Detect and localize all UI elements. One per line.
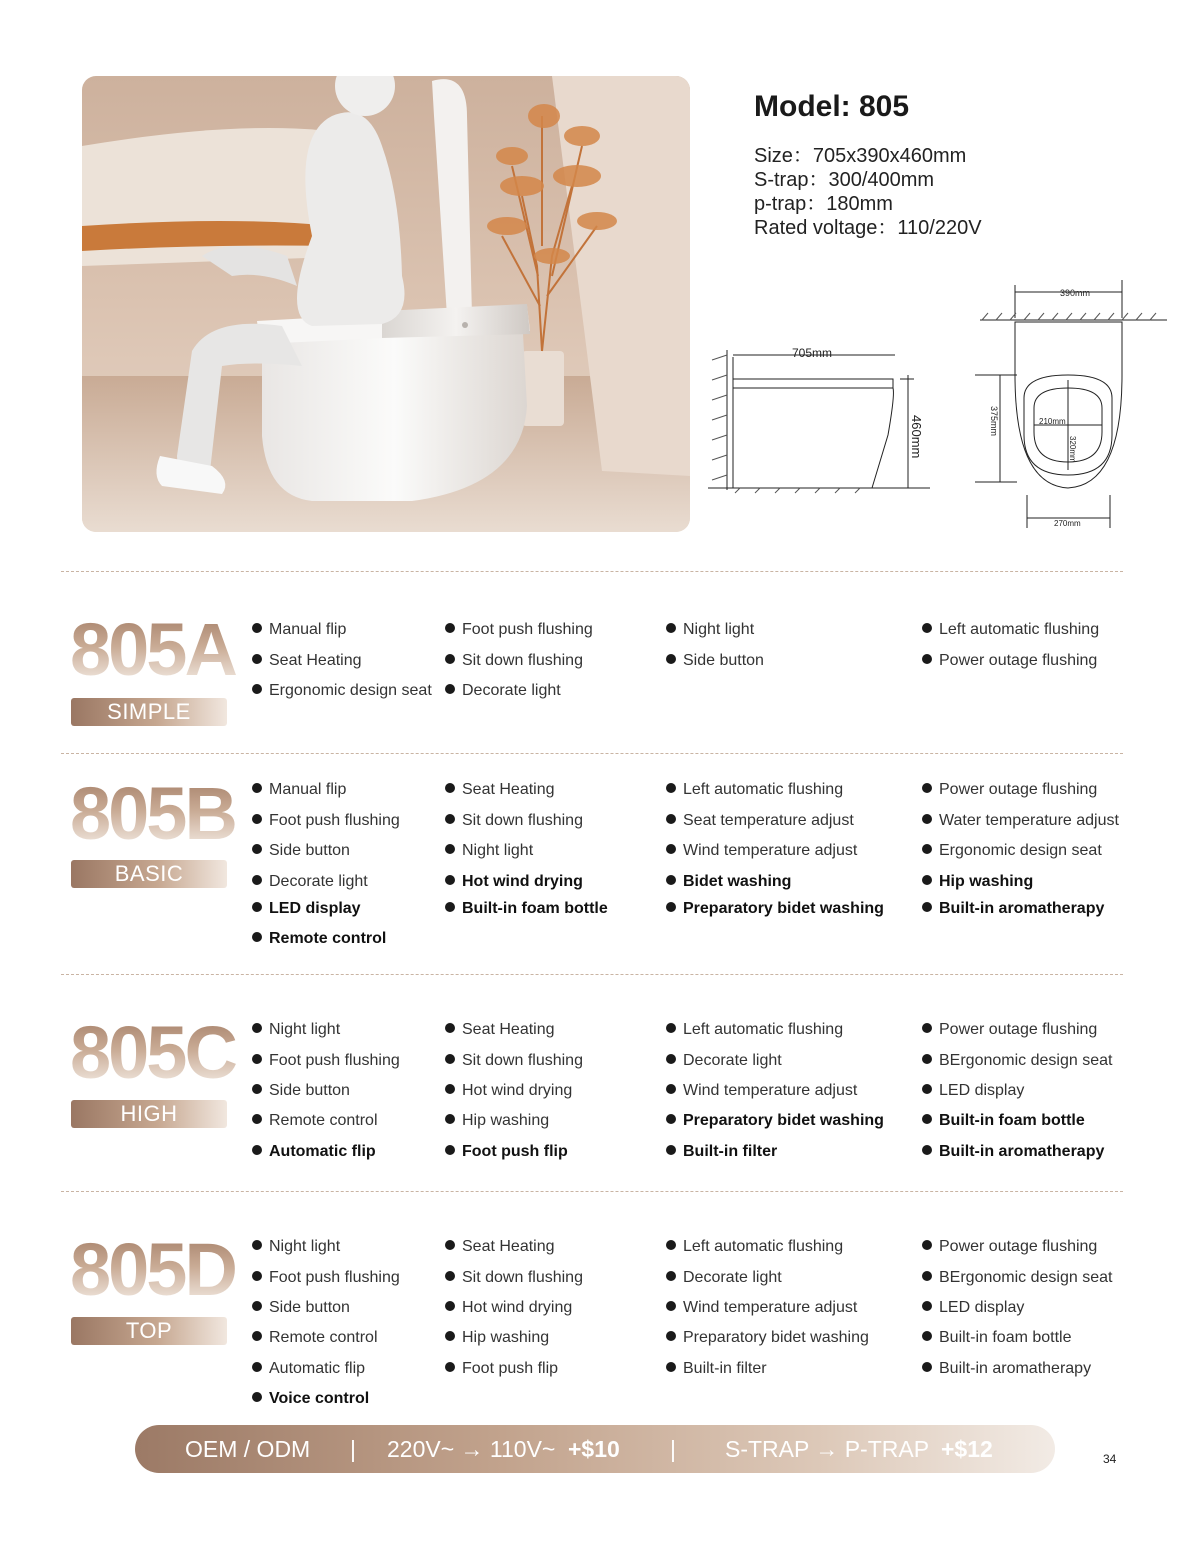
- bullet-icon: [666, 783, 676, 793]
- bullet-icon: [666, 1362, 676, 1372]
- bullet-icon: [666, 1331, 676, 1341]
- feature-item-highlight: Built-in foam bottle: [445, 900, 608, 918]
- feature-item: Side button: [666, 652, 764, 670]
- seat-width-label: 210mm: [1039, 417, 1066, 426]
- feature-item: Night light: [252, 1238, 340, 1256]
- feature-item: Foot push flushing: [445, 621, 593, 639]
- top-width-label: 390mm: [1060, 288, 1091, 298]
- bullet-icon: [252, 1084, 262, 1094]
- bullet-icon: [666, 1054, 676, 1064]
- feature-item-highlight: Remote control: [252, 930, 386, 948]
- bullet-icon: [922, 1301, 932, 1311]
- series-code-805c: 805C: [70, 1011, 235, 1094]
- bullet-icon: [445, 684, 455, 694]
- bullet-icon: [922, 1240, 932, 1250]
- feature-item: Side button: [252, 842, 350, 860]
- feature-item: Power outage flushing: [922, 1238, 1097, 1256]
- bullet-icon: [445, 1145, 455, 1155]
- bullet-icon: [922, 1023, 932, 1033]
- feature-item: Side button: [252, 1299, 350, 1317]
- feature-item-highlight: Automatic flip: [252, 1143, 376, 1161]
- feature-item: Sit down flushing: [445, 1269, 583, 1287]
- bullet-icon: [922, 1114, 932, 1124]
- bullet-icon: [252, 902, 262, 912]
- spec-size: Size：705x390x460mm: [754, 145, 967, 167]
- bullet-icon: [445, 654, 455, 664]
- separator: [61, 571, 1123, 572]
- feature-item: Night light: [666, 621, 754, 639]
- bullet-icon: [922, 783, 932, 793]
- bullet-icon: [666, 1023, 676, 1033]
- feature-item-highlight: Foot push flip: [445, 1143, 568, 1161]
- feature-item: Water temperature adjust: [922, 812, 1119, 830]
- feature-item: Sit down flushing: [445, 812, 583, 830]
- bullet-icon: [666, 875, 676, 885]
- voltage-option: 220V~ → 110V~: [387, 1436, 556, 1462]
- bullet-icon: [922, 1362, 932, 1372]
- bullet-icon: [252, 684, 262, 694]
- feature-item: Hot wind drying: [445, 1299, 572, 1317]
- bullet-icon: [666, 1301, 676, 1311]
- bullet-icon: [252, 1054, 262, 1064]
- feature-item: Preparatory bidet washing: [666, 1329, 869, 1347]
- bullet-icon: [252, 875, 262, 885]
- bullet-icon: [445, 783, 455, 793]
- feature-item: Night light: [445, 842, 533, 860]
- feature-item: Manual flip: [252, 621, 346, 639]
- bullet-icon: [445, 844, 455, 854]
- tier-badge-top: TOP: [71, 1317, 227, 1345]
- feature-item-highlight: Built-in aromatherapy: [922, 900, 1104, 918]
- bullet-icon: [252, 814, 262, 824]
- bullet-icon: [666, 1084, 676, 1094]
- feature-item: Side button: [252, 1082, 350, 1100]
- series-code-805a: 805A: [70, 608, 235, 691]
- feature-item: Seat Heating: [445, 1021, 555, 1039]
- top-view-drawing: [972, 280, 1172, 532]
- feature-item: Hot wind drying: [445, 1082, 572, 1100]
- seat-length-label: 320mm: [1068, 436, 1077, 463]
- bullet-icon: [922, 1145, 932, 1155]
- bullet-icon: [445, 1271, 455, 1281]
- bullet-icon: [252, 1023, 262, 1033]
- feature-item: Wind temperature adjust: [666, 842, 857, 860]
- feature-item: Remote control: [252, 1329, 378, 1347]
- feature-item-highlight: Hot wind drying: [445, 873, 583, 891]
- feature-item: Night light: [252, 1021, 340, 1039]
- feature-item: Left automatic flushing: [666, 1021, 843, 1039]
- bullet-icon: [252, 1331, 262, 1341]
- bullet-icon: [666, 1114, 676, 1124]
- bullet-icon: [445, 902, 455, 912]
- feature-item: Foot push flushing: [252, 1269, 400, 1287]
- feature-item: Power outage flushing: [922, 1021, 1097, 1039]
- spec-s-trap: S-trap：300/400mm: [754, 169, 935, 191]
- feature-item: Decorate light: [666, 1269, 782, 1287]
- feature-item: Built-in aromatherapy: [922, 1360, 1091, 1378]
- bullet-icon: [445, 1301, 455, 1311]
- side-length-label: 705mm: [792, 346, 833, 360]
- tier-badge-simple: SIMPLE: [71, 698, 227, 726]
- base-width-label: 270mm: [1054, 519, 1081, 528]
- tier-badge-basic: BASIC: [71, 860, 227, 888]
- bullet-icon: [922, 844, 932, 854]
- feature-item: Foot push flushing: [252, 1052, 400, 1070]
- bullet-icon: [666, 1271, 676, 1281]
- bullet-icon: [252, 1362, 262, 1372]
- feature-item: BErgonomic design seat: [922, 1052, 1112, 1070]
- model-title: Model: 805: [754, 90, 910, 123]
- feature-item: Hip washing: [445, 1329, 549, 1347]
- bullet-icon: [252, 1301, 262, 1311]
- bullet-icon: [666, 623, 676, 633]
- feature-item: Left automatic flushing: [922, 621, 1099, 639]
- feature-item-highlight: Hip washing: [922, 873, 1033, 891]
- separator: [61, 974, 1123, 975]
- feature-item: Built-in filter: [666, 1360, 767, 1378]
- bullet-icon: [445, 1114, 455, 1124]
- bullet-icon: [445, 1240, 455, 1250]
- feature-item: Built-in foam bottle: [922, 1329, 1072, 1347]
- bullet-icon: [922, 875, 932, 885]
- feature-item: Automatic flip: [252, 1360, 365, 1378]
- bullet-icon: [252, 1240, 262, 1250]
- trap-option: S-TRAP → P-TRAP: [725, 1436, 930, 1462]
- banner-divider: |: [670, 1436, 676, 1462]
- bullet-icon: [922, 1084, 932, 1094]
- separator: [61, 753, 1123, 754]
- feature-item-highlight: Bidet washing: [666, 873, 791, 891]
- feature-item: Seat temperature adjust: [666, 812, 854, 830]
- bullet-icon: [445, 1331, 455, 1341]
- options-banner: [135, 1425, 1055, 1473]
- feature-item: Left automatic flushing: [666, 1238, 843, 1256]
- bullet-icon: [445, 623, 455, 633]
- bullet-icon: [252, 1271, 262, 1281]
- feature-item: Seat Heating: [252, 652, 362, 670]
- feature-item: Sit down flushing: [445, 1052, 583, 1070]
- trap-price: +$12: [941, 1436, 993, 1462]
- bullet-icon: [666, 654, 676, 664]
- product-photo: [82, 76, 690, 532]
- spec-list: [754, 144, 982, 240]
- feature-item-highlight: Built-in foam bottle: [922, 1112, 1085, 1130]
- bullet-icon: [666, 844, 676, 854]
- bullet-icon: [252, 1114, 262, 1124]
- spec-p-trap: p-trap：180mm: [754, 193, 893, 215]
- bullet-icon: [252, 1145, 262, 1155]
- bullet-icon: [666, 814, 676, 824]
- feature-item: Foot push flushing: [252, 812, 400, 830]
- side-height-label: 460mm: [909, 415, 924, 459]
- bullet-icon: [922, 814, 932, 824]
- feature-item: Ergonomic design seat: [252, 682, 432, 700]
- feature-item-highlight: Voice control: [252, 1390, 369, 1408]
- bullet-icon: [252, 844, 262, 854]
- feature-item: Hip washing: [445, 1112, 549, 1130]
- series-code-805d: 805D: [70, 1228, 235, 1311]
- feature-item: Decorate light: [445, 682, 561, 700]
- bullet-icon: [922, 1271, 932, 1281]
- bullet-icon: [252, 654, 262, 664]
- bullet-icon: [252, 623, 262, 633]
- feature-item: Foot push flip: [445, 1360, 558, 1378]
- feature-item-highlight: Built-in filter: [666, 1143, 777, 1161]
- bullet-icon: [666, 1240, 676, 1250]
- product-photo-illustration: [82, 76, 690, 532]
- feature-item: BErgonomic design seat: [922, 1269, 1112, 1287]
- bullet-icon: [922, 902, 932, 912]
- separator: [61, 1191, 1123, 1192]
- feature-item: Decorate light: [666, 1052, 782, 1070]
- bullet-icon: [445, 814, 455, 824]
- feature-item: Manual flip: [252, 781, 346, 799]
- feature-item-highlight: Preparatory bidet washing: [666, 1112, 884, 1130]
- feature-item: Power outage flushing: [922, 652, 1097, 670]
- bullet-icon: [922, 1054, 932, 1064]
- feature-item: Wind temperature adjust: [666, 1299, 857, 1317]
- bullet-icon: [666, 902, 676, 912]
- bullet-icon: [666, 1145, 676, 1155]
- feature-item: Wind temperature adjust: [666, 1082, 857, 1100]
- feature-item: Seat Heating: [445, 781, 555, 799]
- bullet-icon: [922, 623, 932, 633]
- side-view-drawing: [700, 335, 940, 505]
- tier-badge-high: HIGH: [71, 1100, 227, 1128]
- bullet-icon: [922, 654, 932, 664]
- voltage-price: +$10: [568, 1436, 620, 1462]
- feature-item: Seat Heating: [445, 1238, 555, 1256]
- feature-item: LED display: [922, 1082, 1024, 1100]
- feature-item-highlight: Preparatory bidet washing: [666, 900, 884, 918]
- series-code-805b: 805B: [70, 772, 235, 855]
- feature-item-highlight: Built-in aromatherapy: [922, 1143, 1104, 1161]
- bullet-icon: [445, 1084, 455, 1094]
- oem-odm-label: OEM / ODM: [185, 1436, 311, 1462]
- banner-divider: |: [350, 1436, 356, 1462]
- feature-item: Decorate light: [252, 873, 368, 891]
- bullet-icon: [252, 783, 262, 793]
- feature-item: Ergonomic design seat: [922, 842, 1102, 860]
- feature-item: Power outage flushing: [922, 781, 1097, 799]
- feature-item: Sit down flushing: [445, 652, 583, 670]
- bullet-icon: [252, 932, 262, 942]
- bullet-icon: [922, 1331, 932, 1341]
- spec-rated-voltage: Rated voltage：110/220V: [754, 217, 982, 239]
- feature-item: Left automatic flushing: [666, 781, 843, 799]
- bullet-icon: [445, 875, 455, 885]
- feature-item: LED display: [922, 1299, 1024, 1317]
- feature-item-highlight: LED display: [252, 900, 361, 918]
- bullet-icon: [445, 1023, 455, 1033]
- top-depth-label: 375mm: [989, 406, 999, 437]
- feature-item: Remote control: [252, 1112, 378, 1130]
- bullet-icon: [252, 1392, 262, 1402]
- page-number: 34: [1103, 1452, 1117, 1466]
- bullet-icon: [445, 1054, 455, 1064]
- bullet-icon: [445, 1362, 455, 1372]
